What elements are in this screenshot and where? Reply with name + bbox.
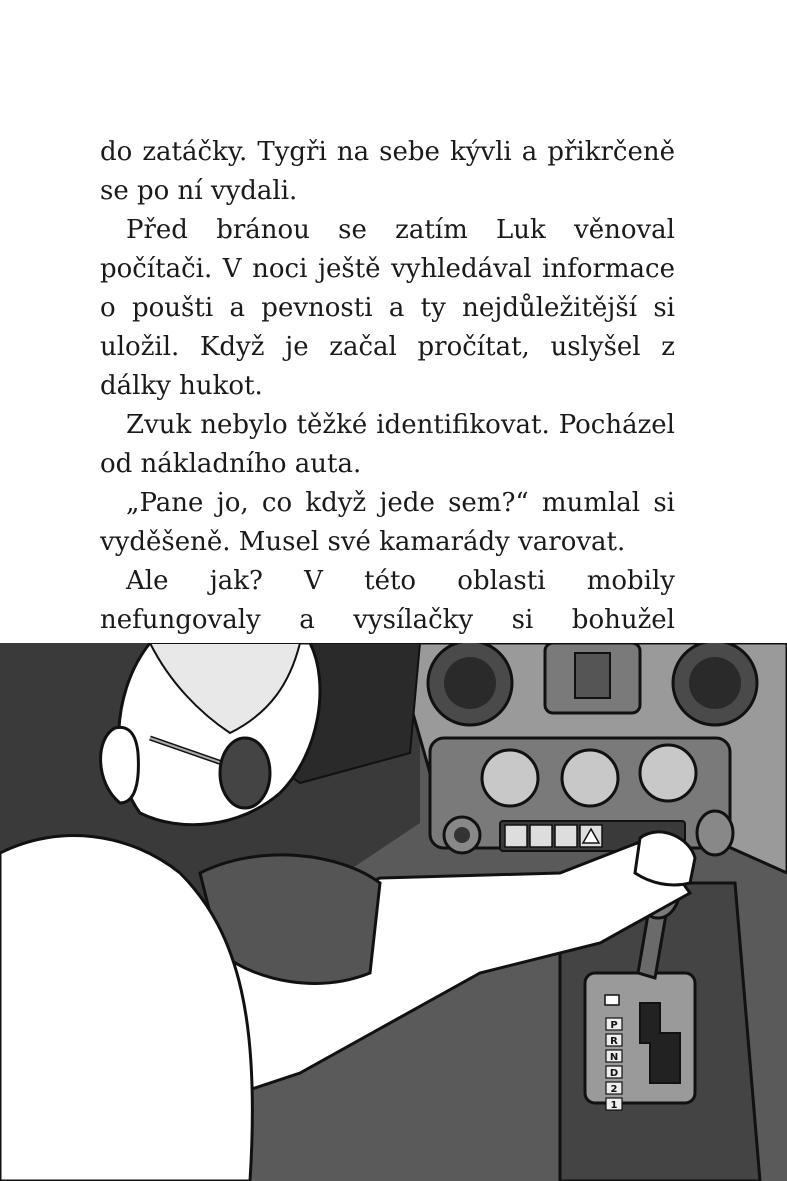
gear-label: 2 [610, 1084, 618, 1095]
gear-label: R [610, 1036, 618, 1047]
gear-label: D [609, 1068, 619, 1079]
climate-knob-left-icon [482, 750, 538, 806]
paragraph: do zatáčky. Tygři na sebe kývli a přikrčeně se po ní vydali. [100, 137, 675, 206]
paragraph: „Pane jo, co když jede sem?“ mumlal si vyděšeně. Musel své kamarády varovat. [100, 488, 675, 557]
gear-label: P [610, 1020, 618, 1031]
gear-label: N [609, 1052, 619, 1063]
gear-label: 1 [610, 1100, 618, 1111]
car-interior-illustration [0, 643, 787, 1181]
body-text [100, 133, 675, 679]
climate-knob-middle-icon [562, 750, 618, 806]
climate-knob-right-icon [640, 745, 696, 801]
paragraph: Zvuk nebylo těžké identifikovat. Pocházel od nákladního auta. [100, 410, 675, 479]
paragraph: Před bránou se zatím Luk věnoval počítači. V noci ještě vyhledával informace o poušti a pevnosti a ty nejdůležitější si uložil. Když je začal pročítat, uslyšel z dálky hukot. [100, 215, 675, 401]
paragraph: Ale jak? V této oblasti mobily nefungovaly a vysílačky si bohužel [100, 566, 675, 635]
